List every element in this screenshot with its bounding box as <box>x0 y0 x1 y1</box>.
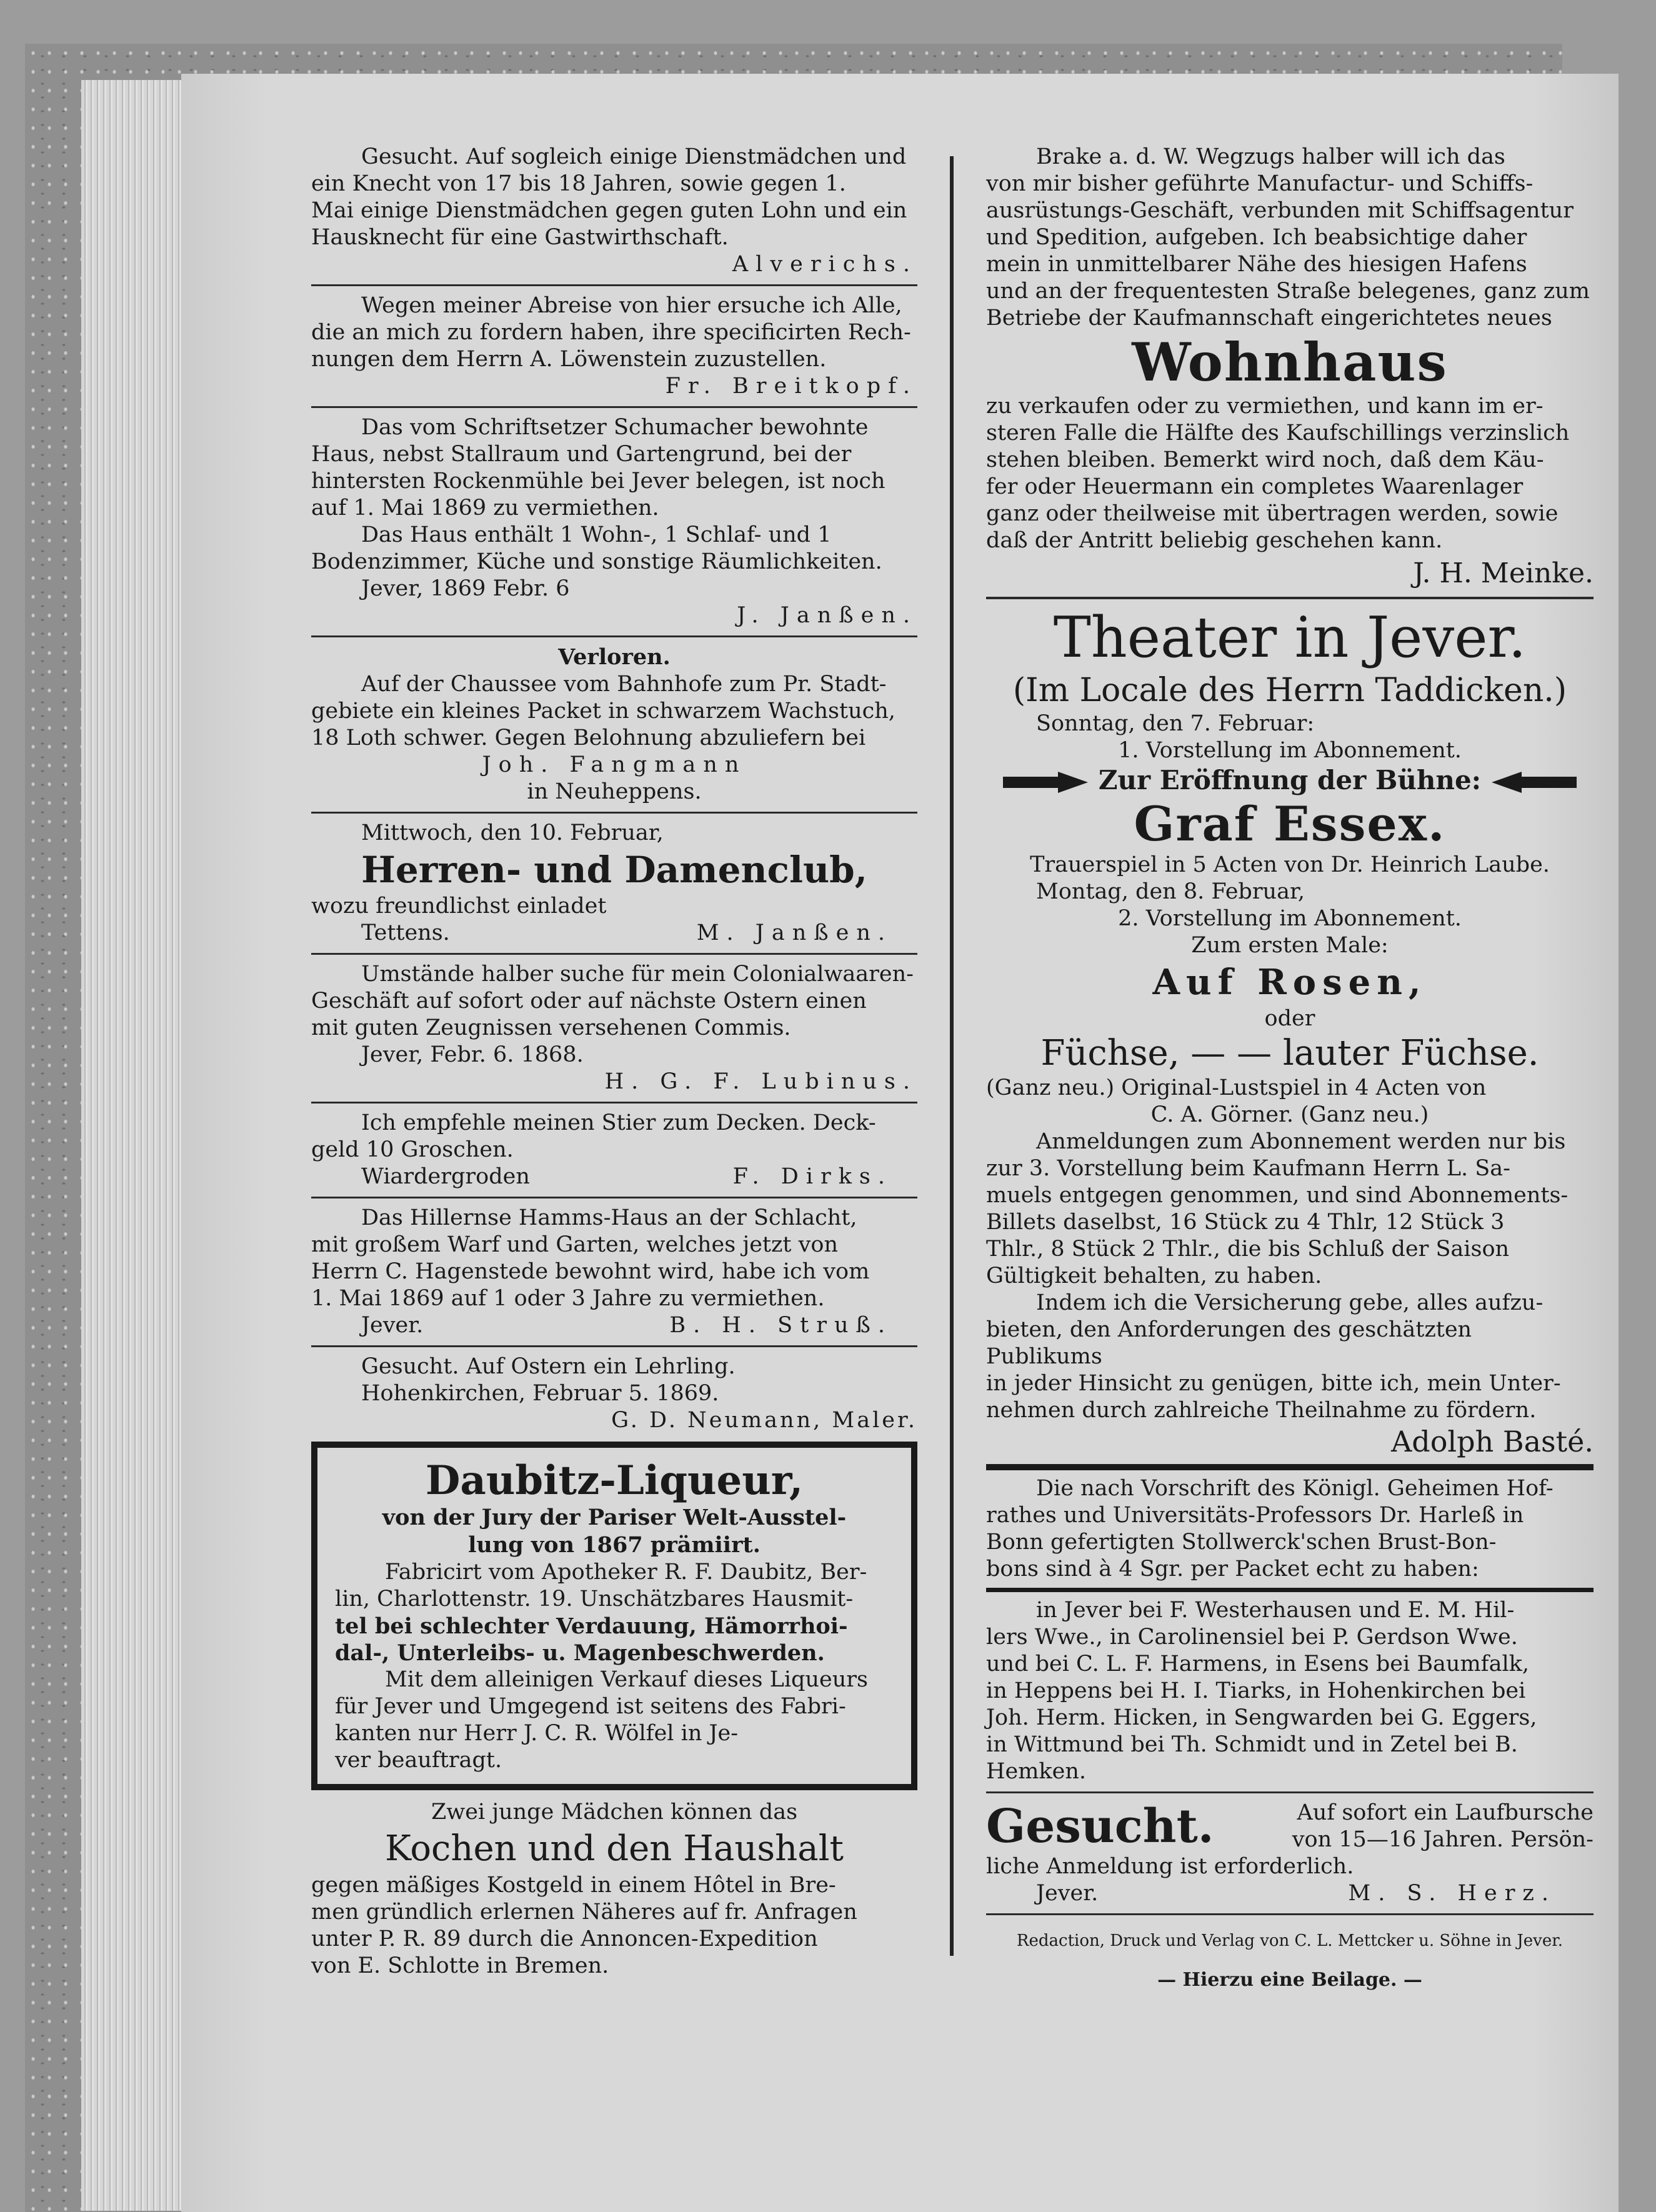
ad-line: von E. Schlotte in Bremen. <box>311 1953 609 1978</box>
ad-line: Die nach Vorschrift des Königl. Geheimen Hof- <box>1036 1476 1554 1501</box>
ad-gesucht-herz <box>986 1800 1594 1907</box>
ad-subtitle <box>335 1532 894 1559</box>
ad-line: unter P. R. 89 durch die Annoncen-Expedition <box>311 1926 818 1951</box>
ad-title: Herren- und Damenclub, <box>361 849 867 891</box>
ad-line: Jever, Febr. 6. 1868. <box>361 1042 584 1067</box>
ad-line: muels entgegen genommen, und sind Abonnements- <box>986 1183 1569 1208</box>
ad-line: Mit dem alleinigen Verkauf dieses Liqueurs <box>385 1667 868 1692</box>
ad-line: Hausknecht für eine Gastwirthschaft. <box>311 225 729 250</box>
column-rule <box>950 156 954 1956</box>
ad-header-text <box>1236 1800 1594 1853</box>
ad-line: die an mich zu fordern haben, ihre specificirten Rech- <box>311 320 911 345</box>
ad-place: Jever. <box>1036 1881 1099 1906</box>
ad-line: zu verkaufen oder zu vermiethen, und kann im er- <box>986 394 1544 419</box>
ad-haus-rockenmuehle <box>311 414 917 629</box>
theater-opening-row <box>986 764 1594 797</box>
ad-signature: H. G. F. Lubinus. <box>604 1069 917 1094</box>
ad-line: und an der frequentesten Straße belegenes, ganz zum <box>986 279 1590 304</box>
ad-line: ver beauftragt. <box>335 1748 502 1773</box>
ad-signature: F. Dirks. <box>732 1164 892 1189</box>
ad-line: ganz oder theilweise mit übertragen werden, sowie <box>986 501 1559 526</box>
ad-line: von mir bisher geführte Manufactur- und Schiffs- <box>986 171 1534 196</box>
theater-play-2b: Füchse, — — lauter Füchse. <box>1040 1033 1539 1074</box>
ad-line: mit großem Warf und Garten, welches jetzt von <box>311 1232 838 1257</box>
ad-header-row <box>986 1800 1594 1853</box>
ad-line: daß der Antritt beliebig geschehen kann. <box>986 528 1443 553</box>
ad-line: Das Haus enthält 1 Wohn-, 1 Schlaf- und 1 <box>361 522 832 547</box>
ad-line: dal-, Unterleibs- u. Magenbeschwerden. <box>335 1640 825 1666</box>
ad-line: in Wittmund bei Th. Schmidt und in Zetel bei B. <box>986 1732 1518 1757</box>
ad-stollwerck-vendors <box>986 1597 1594 1785</box>
ad-line: Zwei junge Mädchen können das <box>431 1800 798 1825</box>
ad-place: Jever. <box>361 1313 424 1338</box>
pointing-hand-left-icon <box>1490 769 1578 795</box>
ad-line: Joh. Herm. Hicken, in Sengwarden bei G. Eggers, <box>986 1705 1537 1730</box>
ad-line: ein Knecht von 17 bis 18 Jahren, sowie gegen 1. <box>311 171 846 196</box>
ad-subtitle <box>335 1504 894 1532</box>
right-column <box>986 144 1594 2010</box>
ad-signature: Fr. Breitkopf. <box>665 374 917 399</box>
ad-line: 1. Vorstellung im Abonnement. <box>1118 738 1462 763</box>
ad-stier <box>311 1110 917 1190</box>
ad-line: Montag, den 8. Februar, <box>1036 879 1305 904</box>
ad-line: für Jever und Umgegend ist seitens des Fabri- <box>335 1694 846 1719</box>
ad-line: Das Hillernse Hamms-Haus an der Schlacht, <box>361 1205 857 1230</box>
ad-line: gegen mäßiges Kostgeld in einem Hôtel in Bre- <box>311 1873 836 1898</box>
ad-line: Indem ich die Versicherung gebe, alles aufzu- <box>1036 1290 1544 1315</box>
ad-signature-place: in Neuheppens. <box>527 779 702 804</box>
ad-sign-row <box>311 1312 917 1339</box>
ad-title: Wohnhaus <box>1132 331 1448 393</box>
ad-signature: J. H. Meinke. <box>1413 557 1594 589</box>
ad-line: gebiete ein kleines Packet in schwarzem Wachstuch, <box>311 699 895 724</box>
ad-signature: B. H. Struß. <box>669 1313 892 1338</box>
ad-line: in Jever bei F. Westerhausen und E. M. Hil- <box>1036 1598 1515 1623</box>
ad-sign-row <box>986 1880 1594 1907</box>
ad-place: Wiardergroden <box>361 1164 530 1189</box>
ad-heading <box>311 644 917 671</box>
ad-divider <box>986 1464 1594 1470</box>
ad-sign-row <box>311 920 917 947</box>
ad-signature: M. Janßen. <box>696 920 892 945</box>
ad-line: und Spedition, aufgeben. Ich beabsichtige daher <box>986 225 1527 250</box>
ad-gesucht-alverichs <box>311 144 917 278</box>
ad-line: (Ganz neu.) Original-Lustspiel in 4 Acten von <box>986 1075 1487 1100</box>
ad-line: wozu freundlichst einladet <box>311 894 607 919</box>
ad-line: Anmeldungen zum Abonnement werden nur bis <box>1036 1129 1566 1154</box>
ad-line: Hohenkirchen, Februar 5. 1869. <box>361 1381 719 1406</box>
ad-line: und bei C. L. F. Harmens, in Esens bei Baumfalk, <box>986 1652 1530 1676</box>
ad-lehrling <box>311 1353 917 1434</box>
ad-line: Auf der Chaussee vom Bahnhofe zum Pr. Stadt- <box>361 672 887 697</box>
theater-play-2a: Auf Rosen, <box>1152 962 1427 1003</box>
ad-line: ausrüstungs-Geschäft, verbunden mit Schiffsagentur <box>986 198 1574 223</box>
ad-line: Thlr., 8 Stück 2 Thlr., die bis Schluß der Saison <box>986 1237 1510 1262</box>
ad-kochen-haushalt <box>311 1799 917 1980</box>
supplement-note: — Hierzu eine Beilage. — <box>1157 1969 1422 1991</box>
ad-signature: Alverichs. <box>732 252 917 277</box>
ad-line: Das vom Schriftsetzer Schumacher bewohnte <box>361 415 869 440</box>
ad-divider <box>986 597 1594 599</box>
ad-line: mein in unmittelbarer Nähe des hiesigen Hafens <box>986 252 1527 277</box>
ad-divider <box>311 953 917 955</box>
ad-line: oder <box>1264 1006 1315 1031</box>
ad-theater <box>986 605 1594 1459</box>
ad-divider <box>311 1345 917 1347</box>
ad-line: 2. Vorstellung im Abonnement. <box>1118 906 1462 931</box>
ad-line: Betriebe der Kaufmannschaft eingerichtetes neues <box>986 306 1552 331</box>
ad-line: Wegen meiner Abreise von hier ersuche ich Alle, <box>361 293 902 318</box>
ad-line: bons sind à 4 Sgr. per Packet echt zu haben: <box>986 1557 1479 1582</box>
ad-line: 1. Mai 1869 auf 1 oder 3 Jahre zu vermiethen. <box>311 1286 825 1311</box>
ad-line: Bonn gefertigten Stollwerck'schen Brust-Bon- <box>986 1530 1497 1555</box>
ad-line: von 15—16 Jahren. Persön- <box>1292 1827 1594 1852</box>
ad-line: auf 1. Mai 1869 zu vermiethen. <box>311 496 659 521</box>
ad-signature: Joh. Fangmann <box>482 752 747 777</box>
ad-line: Hemken. <box>986 1759 1087 1784</box>
ad-divider <box>311 284 917 286</box>
ad-line: in jeder Hinsicht zu genügen, bitte ich, mein Unter- <box>986 1371 1561 1396</box>
ad-heading-text: Verloren. <box>558 644 671 670</box>
ad-line: Mittwoch, den 10. Februar, <box>361 820 664 845</box>
ad-stollwerck <box>986 1475 1594 1583</box>
ad-signature: J. Janßen. <box>737 603 917 628</box>
ad-subtitle-text: von der Jury der Pariser Welt-Ausstel- <box>382 1505 847 1530</box>
theater-subtitle: (Im Locale des Herrn Taddicken.) <box>1012 672 1567 709</box>
ad-line: hintersten Rockenmühle bei Jever belegen, ist noch <box>311 469 885 494</box>
ad-lubinus <box>311 961 917 1095</box>
ad-daubitz-liqueur <box>311 1442 917 1790</box>
ad-damenclub <box>311 820 917 947</box>
ad-line: Billets daselbst, 16 Stück zu 4 Thlr, 12 Stück 3 <box>986 1210 1505 1235</box>
ad-signature: G. D. Neumann, Maler. <box>611 1408 917 1433</box>
ad-hamms-haus <box>311 1205 917 1339</box>
ad-line: lers Wwe., in Carolinensiel bei P. Gerdson Wwe. <box>986 1625 1518 1650</box>
ad-divider <box>311 1197 917 1198</box>
ad-breitkopf <box>311 292 917 400</box>
ad-signature: Adolph Basté. <box>1391 1425 1594 1458</box>
ad-title: Kochen und den Haushalt <box>384 1828 844 1869</box>
ad-line: men gründlich erlernen Näheres auf fr. Anfragen <box>311 1900 857 1925</box>
ad-line: nehmen durch zahlreiche Theilnahme zu fördern. <box>986 1398 1537 1423</box>
ad-line: Sonntag, den 7. Februar: <box>1036 711 1315 736</box>
ad-divider <box>986 1791 1594 1793</box>
ad-title: Daubitz-Liqueur, <box>425 1457 804 1504</box>
ad-divider <box>311 812 917 814</box>
ad-line: Bodenzimmer, Küche und sonstige Räumlichkeiten. <box>311 549 882 574</box>
ad-line: Brake a. d. W. Wegzugs halber will ich das <box>1036 144 1505 169</box>
theater-play-1: Graf Essex. <box>1134 796 1446 852</box>
ad-line: Umstände halber suche für mein Colonialwaaren- <box>361 962 914 987</box>
ad-line: fer oder Heuermann ein completes Waarenlager <box>986 474 1524 499</box>
ad-divider <box>311 406 917 408</box>
ad-line: steren Falle die Hälfte des Kaufschillings verzinslich <box>986 421 1570 446</box>
ad-line: 18 Loth schwer. Gegen Belohnung abzuliefern bei <box>311 725 866 750</box>
ad-place: Tettens. <box>361 920 450 945</box>
imprint: Redaction, Druck und Verlag von C. L. Mettcker u. Söhne in Jever. <box>1016 1931 1564 1950</box>
ad-line: C. A. Görner. (Ganz neu.) <box>1150 1102 1429 1127</box>
ad-line: Ich empfehle meinen Stier zum Decken. Deck- <box>361 1110 876 1135</box>
ad-line: tel bei schlechter Verdauung, Hämorrhoi- <box>335 1613 848 1639</box>
ad-line: geld 10 Groschen. <box>311 1137 514 1162</box>
ad-line: rathes und Universitäts-Professors Dr. Harleß in <box>986 1503 1524 1528</box>
ad-line: Fabricirt vom Apotheker R. F. Daubitz, Ber- <box>385 1560 867 1585</box>
ad-line: Gesucht. Auf sogleich einige Dienstmädchen und <box>361 144 907 169</box>
ad-line: liche Anmeldung ist erforderlich. <box>986 1854 1354 1879</box>
ad-line: Gültigkeit behalten, zu haben. <box>986 1263 1322 1288</box>
ad-line: Geschäft auf sofort oder auf nächste Ostern einen <box>311 989 867 1014</box>
ad-signature: M. S. Herz. <box>1348 1881 1556 1906</box>
ad-line: Herrn C. Hagenstede bewohnt wird, habe ich vom <box>311 1259 870 1284</box>
ad-wohnhaus-meinke <box>986 144 1594 590</box>
ad-divider <box>986 1913 1594 1915</box>
ad-line: Mai einige Dienstmädchen gegen guten Lohn und ein <box>311 198 907 223</box>
ad-line: Jever, 1869 Febr. 6 <box>361 576 570 601</box>
ad-line: stehen bleiben. Bemerkt wird noch, daß dem Käu- <box>986 447 1544 472</box>
pointing-hand-right-icon <box>1002 769 1089 795</box>
theater-opening: Zur Eröffnung der Bühne: <box>1098 765 1482 795</box>
ad-verloren <box>311 644 917 805</box>
ad-subtitle-text: lung von 1867 prämiirt. <box>468 1532 761 1558</box>
ad-line: Gesucht. Auf Ostern ein Lehrling. <box>361 1354 736 1379</box>
ad-title: Gesucht. <box>986 1800 1214 1853</box>
ad-sign-row <box>311 1163 917 1190</box>
ad-line: nungen dem Herrn A. Löwenstein zuzustellen. <box>311 347 827 372</box>
ad-line: lin, Charlottenstr. 19. Unschätzbares Hausmit- <box>335 1587 854 1612</box>
ad-divider <box>311 635 917 637</box>
ad-line: in Heppens bei H. I. Tiarks, in Hohenkirchen bei <box>986 1678 1526 1703</box>
ad-line: Auf sofort ein Laufbursche <box>1297 1800 1594 1825</box>
left-column <box>311 144 917 1980</box>
ad-line: Zum ersten Male: <box>1191 933 1389 958</box>
ad-line: Trauerspiel in 5 Acten von Dr. Heinrich Laube. <box>1030 852 1550 877</box>
ad-line: kanten nur Herr J. C. R. Wölfel in Je- <box>335 1721 739 1746</box>
ad-line: Haus, nebst Stallraum und Gartengrund, bei der <box>311 442 852 467</box>
ad-divider <box>986 1588 1594 1592</box>
ad-divider <box>311 1102 917 1104</box>
theater-title: Theater in Jever. <box>1053 605 1527 670</box>
ad-line: bieten, den Anforderungen des geschätzten Publikums <box>986 1317 1472 1369</box>
ad-line: zur 3. Vorstellung beim Kaufmann Herrn L. Sa- <box>986 1156 1510 1181</box>
ad-line: mit guten Zeugnissen versehenen Commis. <box>311 1015 791 1040</box>
